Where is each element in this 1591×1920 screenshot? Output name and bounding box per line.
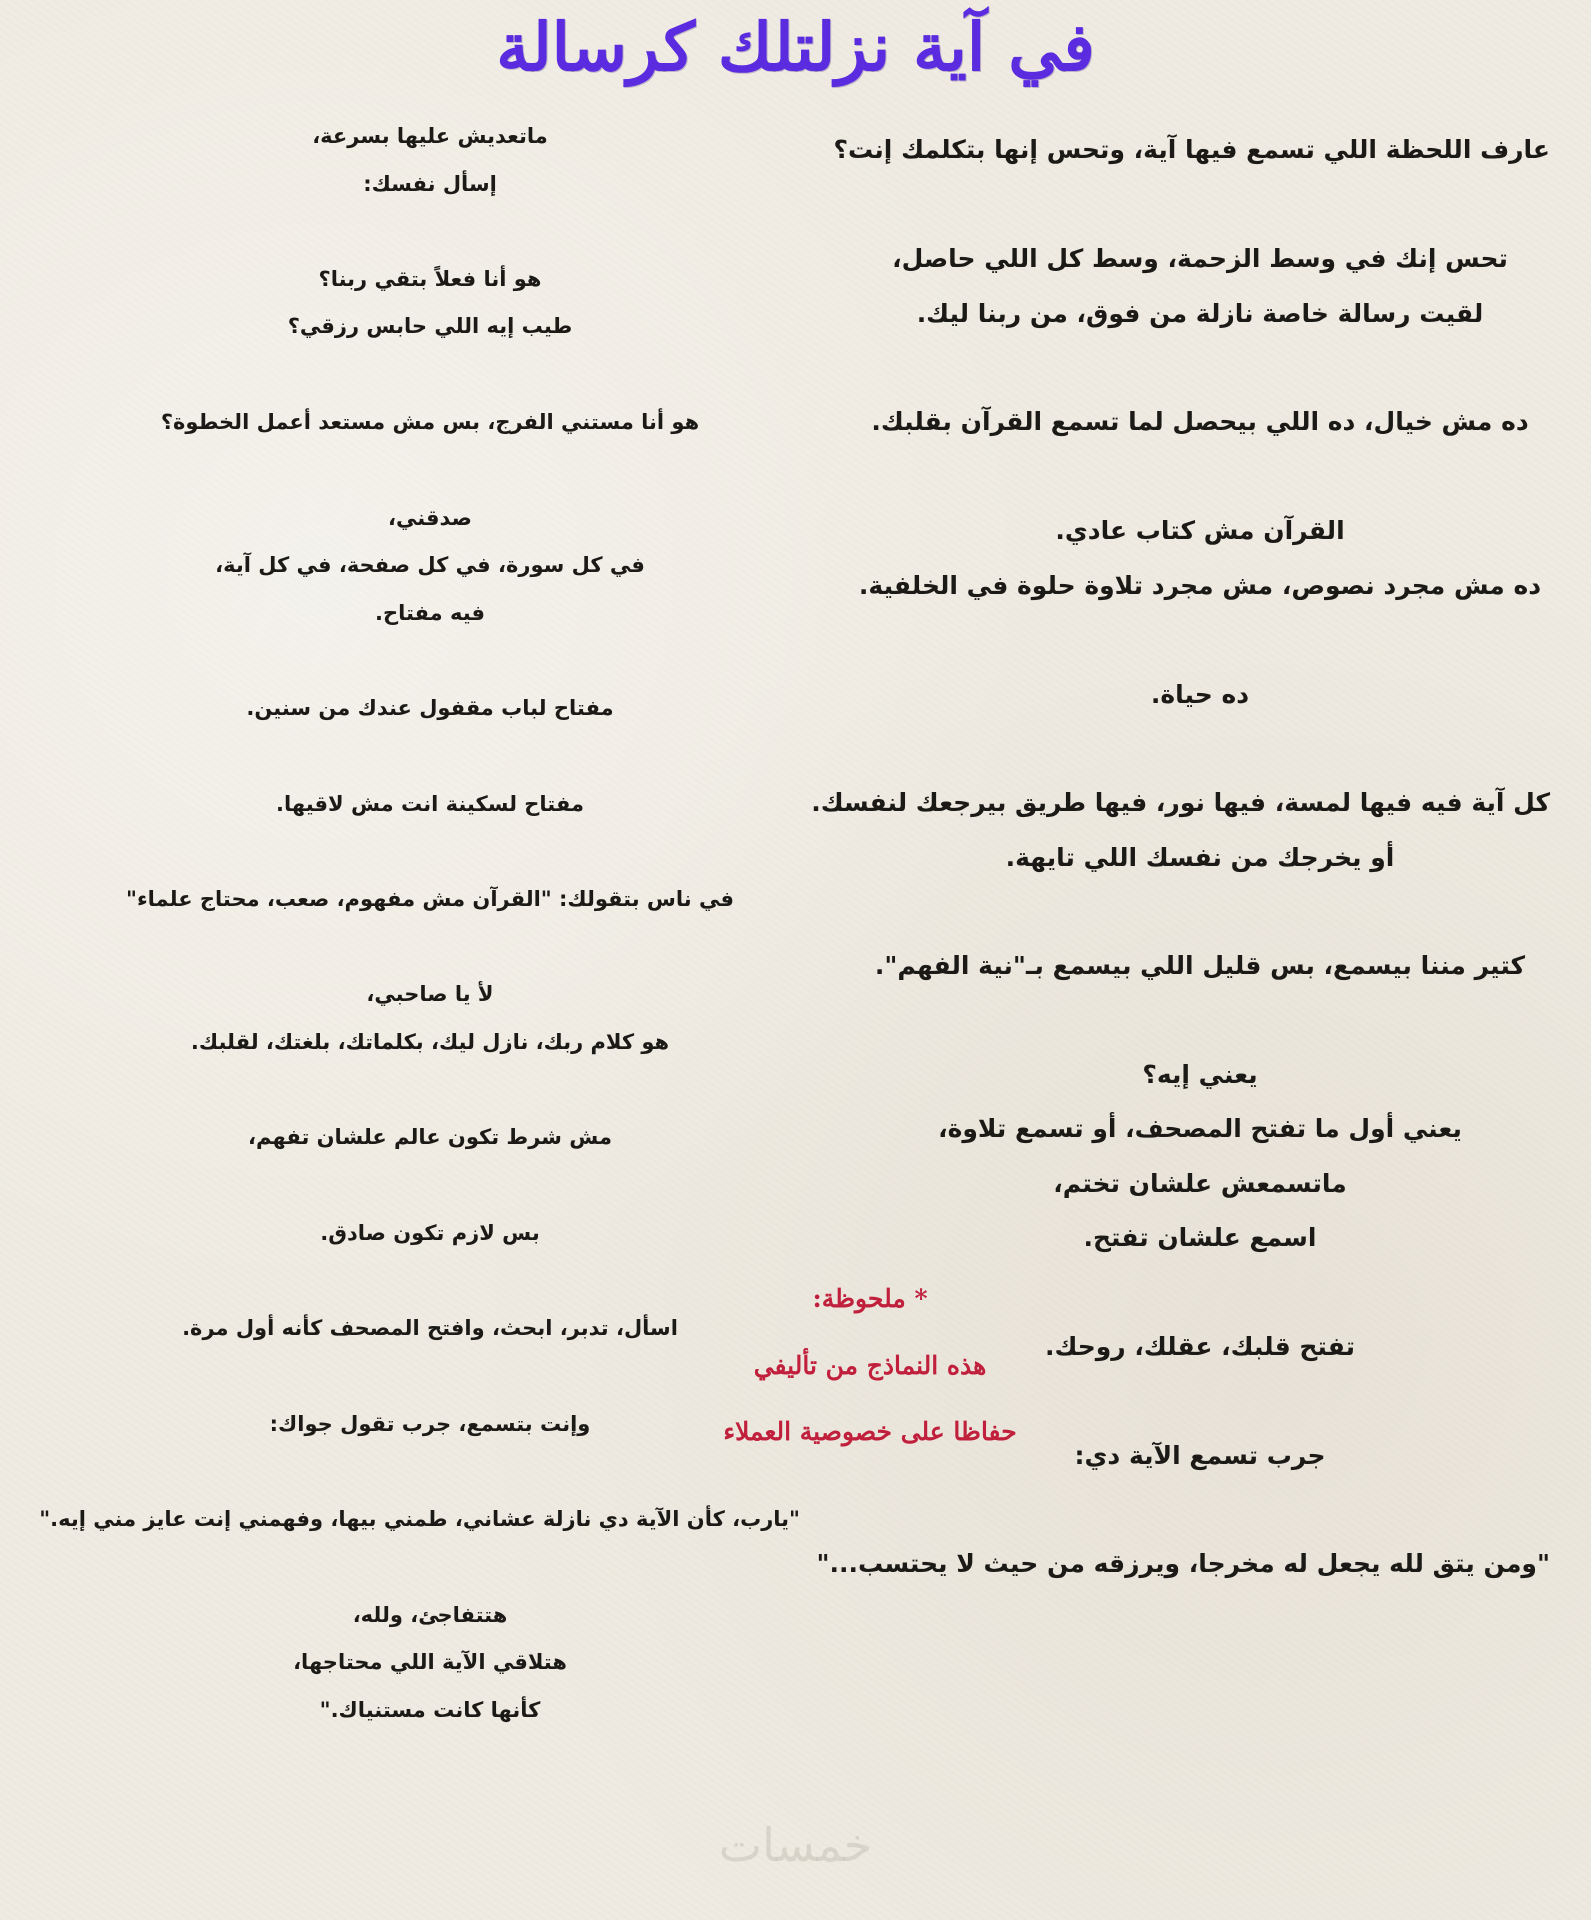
watermark: خمسات (718, 1818, 873, 1872)
right-line: كتير مننا بيسمع، بس قليل اللي بيسمع بـ"نية الفهم". (874, 951, 1526, 980)
right-line: جرب تسمع الآية دي: (1074, 1441, 1326, 1470)
left-line: مفتاح لسكينة انت مش لاقيها. (276, 792, 584, 816)
left-line: هو أنا مستني الفرج، بس مش مستعد أعمل الخطوة؟ (160, 410, 700, 434)
right-line: عارف اللحظة اللي تسمع فيها آية، وتحس إنها بتكلمك إنت؟ (833, 135, 1550, 164)
right-line: كل آية فيه فيها لمسة، فيها نور، فيها طريق بيرجعك لنفسك. (811, 788, 1550, 817)
right-line: ده مش مجرد نصوص، مش مجرد تلاوة حلوة في الخلفية. (858, 571, 1542, 600)
page-title: في آية نزلتلك كرسالة (496, 8, 1095, 86)
left-line: وإنت بتسمع، جرب تقول جواك: (269, 1412, 591, 1436)
right-line: تحس إنك في وسط الزحمة، وسط كل اللي حاصل، (892, 244, 1508, 273)
right-line: اسمع علشان تفتح. (1083, 1223, 1317, 1252)
left-line: مفتاح لباب مقفول عندك من سنين. (246, 696, 614, 720)
left-line: طيب إيه اللي حابس رزقي؟ (287, 314, 573, 338)
note-line: حفاظا على خصوصية العملاء (723, 1417, 1017, 1446)
right-line: القرآن مش كتاب عادي. (1055, 516, 1345, 545)
right-line: أو يخرجك من نفسك اللي تايهة. (1005, 843, 1395, 872)
left-line: لأ يا صاحبي، (366, 982, 494, 1006)
left-line: هو أنا فعلاً بتقي ربنا؟ (318, 267, 542, 291)
left-line: ماتعديش عليها بسرعة، (312, 124, 548, 148)
left-line: اسأل، تدبر، ابحث، وافتح المصحف كأنه أول مرة. (182, 1316, 678, 1340)
right-line: ده مش خيال، ده اللي بيحصل لما تسمع القرآن بقلبك. (871, 407, 1529, 436)
left-line: هتلاقي الآية اللي محتاجها، (293, 1650, 567, 1674)
left-line: فيه مفتاح. (374, 601, 486, 625)
left-line: هو كلام ربك، نازل ليك، بكلماتك، بلغتك، لقلبك. (190, 1030, 670, 1054)
note-line: هذه النماذج من تأليفي (753, 1351, 987, 1380)
left-line: صدقني، (388, 506, 472, 530)
left-line: إسأل نفسك: (363, 172, 497, 196)
right-line: "ومن يتق لله يجعل له مخرجا، ويرزقه من حيث لا يحتسب..." (816, 1549, 1550, 1578)
right-line: ماتسمعش علشان تختم، (1053, 1169, 1347, 1198)
left-line: "يارب، كأن الآية دي نازلة عشاني، طمني بيها، وفهمني إنت عايز مني إيه." (39, 1507, 800, 1531)
left-line: في ناس بتقولك: "القرآن مش مفهوم، صعب، محتاج علماء" (126, 887, 734, 911)
note-heading: * ملحوظة: (812, 1284, 928, 1313)
right-line: لقيت رسالة خاصة نازلة من فوق، من ربنا ليك. (916, 299, 1484, 328)
left-line: مش شرط تكون عالم علشان تفهم، (248, 1125, 612, 1149)
left-line: هتتفاجئ، ولله، (352, 1603, 508, 1627)
right-line: يعني أول ما تفتح المصحف، أو تسمع تلاوة، (938, 1114, 1462, 1143)
left-line: بس لازم تكون صادق. (320, 1221, 540, 1245)
right-line: يعني إيه؟ (1142, 1060, 1258, 1089)
left-line: في كل سورة، في كل صفحة، في كل آية، (215, 553, 645, 577)
right-line: تفتح قلبك، عقلك، روحك. (1044, 1332, 1356, 1361)
right-line: ده حياة. (1150, 680, 1250, 709)
left-line: كأنها كانت مستنياك." (319, 1698, 541, 1722)
